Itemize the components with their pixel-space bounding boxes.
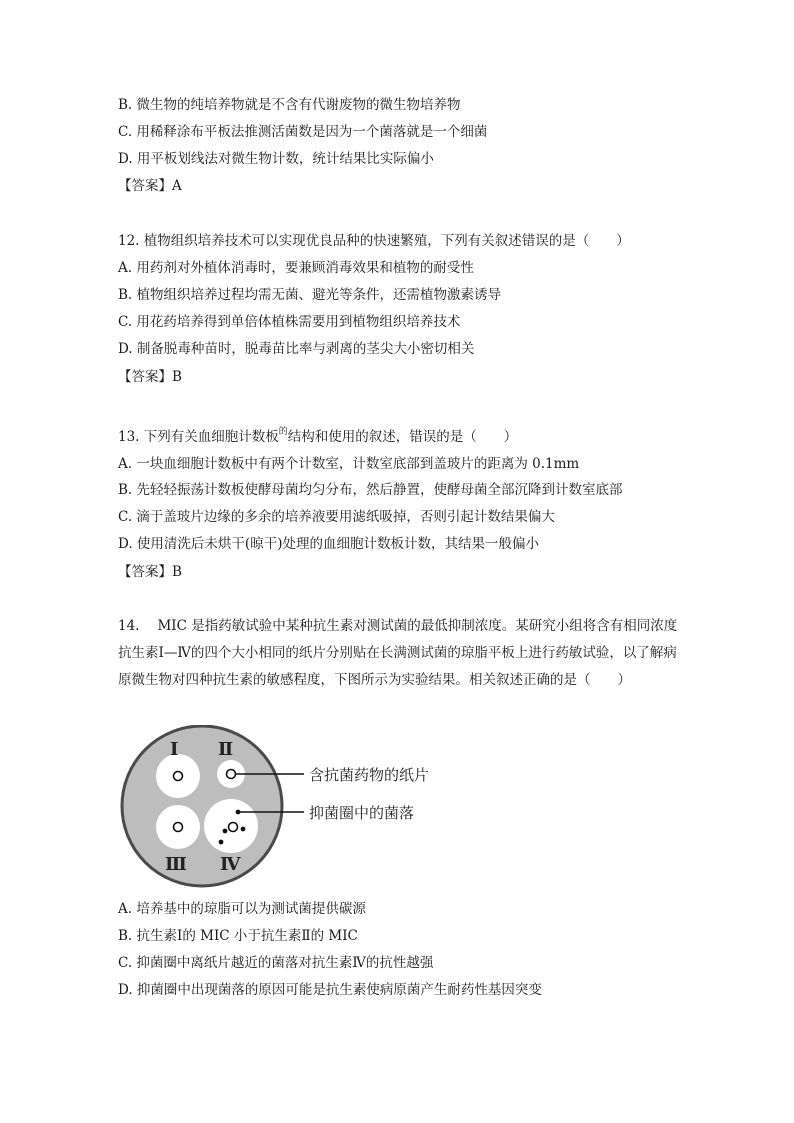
callout-colony-label: 抑菌圈中的菌落 bbox=[309, 804, 415, 822]
colony-dot bbox=[219, 840, 224, 845]
q14-option-a: A. 培养基中的琼脂可以为测试菌提供碳源 bbox=[118, 901, 366, 917]
q12-option-b: B. 植物组织培养过程均需无菌、避光等条件，还需植物激素诱导 bbox=[118, 287, 502, 303]
paper-disc-4 bbox=[229, 823, 238, 832]
q14-option-b: B. 抗生素Ⅰ的 MIC 小于抗生素Ⅱ的 MIC bbox=[118, 928, 358, 944]
q13-answer: 【答案】B bbox=[118, 564, 182, 580]
q13-option-d: D. 使用清洗后未烘干(晾干)处理的血细胞计数板计数，其结果一般偏小 bbox=[118, 536, 539, 552]
colony-dot bbox=[241, 827, 246, 832]
zone-label-2: Ⅱ bbox=[218, 739, 234, 760]
callout-paper-label: 含抗菌药物的纸片 bbox=[309, 766, 430, 784]
q14-option-d: D. 抑菌圈中出现菌落的原因可能是抗生素使病原菌产生耐药性基因突变 bbox=[118, 982, 542, 998]
q13-stem-mark: 的 bbox=[278, 427, 288, 437]
q11-answer: 【答案】A bbox=[118, 178, 182, 194]
q14-number: 14. bbox=[118, 618, 140, 634]
q12-option-a: A. 用药剂对外植体消毒时，要兼顾消毒效果和植物的耐受性 bbox=[118, 260, 474, 276]
paper-disc-1 bbox=[174, 772, 183, 781]
q12-answer: 【答案】B bbox=[118, 369, 182, 385]
agar-plate-figure bbox=[120, 725, 440, 890]
q12-stem: 12. 植物组织培养技术可以实现优良品种的快速繁殖，下列有关叙述错误的是（ ） bbox=[118, 233, 630, 249]
q13-stem-before: 13. 下列有关血细胞计数板 bbox=[118, 429, 279, 445]
q14-stem bbox=[118, 613, 678, 694]
q14-stem-text: MIC 是指药敏试验中某种抗生素对测试菌的最低抑制浓度。某研究小组将含有相同浓度抗生素Ⅰ—Ⅳ的四个大小相同的纸片分别贴在长满测试菌的琼脂平板上进行药敏试验，以了解病原微生物对四种抗生素的敏感程度，下图所示为实验结果。相关叙述正确的是（ ） bbox=[118, 618, 678, 688]
colony-dot bbox=[223, 829, 228, 834]
q11-option-b: B. 微生物的纯培养物就是不含有代谢废物的微生物培养物 bbox=[118, 97, 461, 113]
q13-stem bbox=[118, 428, 517, 448]
q13-option-b: B. 先轻轻振荡计数板使酵母菌均匀分布，然后静置，使酵母菌全部沉降到计数室底部 bbox=[118, 482, 623, 498]
paper-disc-2 bbox=[227, 770, 236, 779]
zone-label-4: Ⅳ bbox=[220, 854, 241, 875]
q12-option-d: D. 制备脱毒种苗时，脱毒苗比率与剥离的茎尖大小密切相关 bbox=[118, 341, 475, 357]
agar-plate bbox=[122, 726, 282, 886]
q13-option-c: C. 滴于盖玻片边缘的多余的培养液要用滤纸吸掉，否则引起计数结果偏大 bbox=[118, 509, 555, 525]
q11-option-c: C. 用稀释涂布平板法推测活菌数是因为一个菌落就是一个细菌 bbox=[118, 124, 488, 140]
paper-disc-3 bbox=[174, 823, 183, 832]
q11-option-d: D. 用平板划线法对微生物计数，统计结果比实际偏小 bbox=[118, 151, 434, 167]
q13-stem-after: 结构和使用的叙述，错误的是（ ） bbox=[287, 429, 518, 445]
zone-label-1: Ⅰ bbox=[170, 739, 179, 760]
q13-option-a: A. 一块血细胞计数板中有两个计数室，计数室底部到盖玻片的距离为 0.1mm bbox=[118, 456, 580, 472]
zone-label-3: Ⅲ bbox=[165, 854, 187, 875]
q14-option-c: C. 抑菌圈中离纸片越近的菌落对抗生素Ⅳ的抗性越强 bbox=[118, 955, 434, 971]
q12-option-c: C. 用花药培养得到单倍体植株需要用到植物组织培养技术 bbox=[118, 314, 461, 330]
